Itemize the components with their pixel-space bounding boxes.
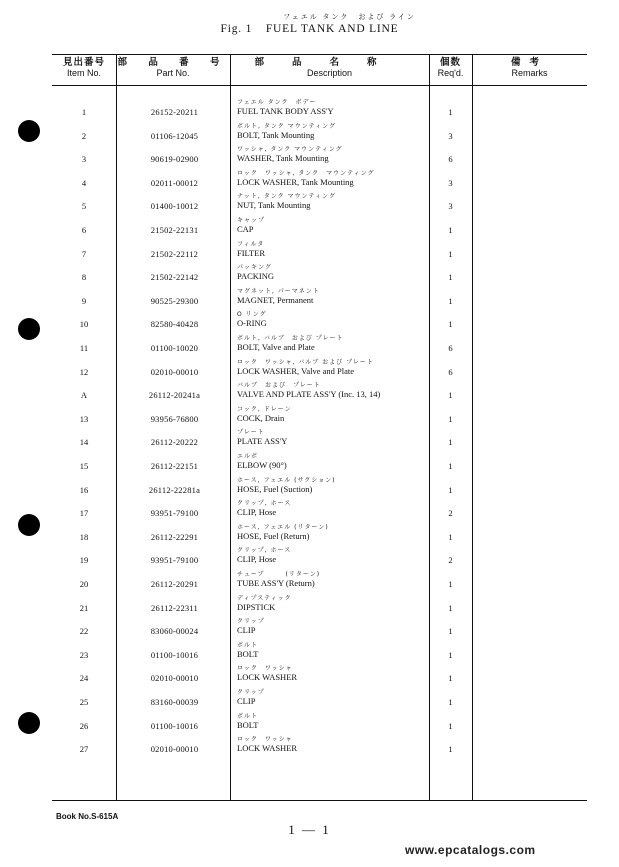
book-number: Book No.S-615A xyxy=(56,812,119,821)
quantity: 1 xyxy=(448,697,453,707)
item-number: 24 xyxy=(79,673,89,684)
item-number: 20 xyxy=(79,579,89,589)
quantity: 1 xyxy=(448,461,453,471)
table-row xyxy=(52,593,587,617)
part-number: 01400-10012 xyxy=(150,201,199,212)
description-kana: エルボ xyxy=(237,453,259,460)
part-number: 93956-76800 xyxy=(150,413,199,424)
table-row xyxy=(52,357,587,381)
header-qty: 個数 Req'd. xyxy=(437,57,464,78)
quantity: 1 xyxy=(448,319,453,330)
description: LOCK WASHER xyxy=(237,743,298,754)
quantity: 3 xyxy=(448,201,453,212)
description: COCK, Drain xyxy=(237,412,285,423)
item-number: 15 xyxy=(79,461,89,471)
item-number: 23 xyxy=(79,649,89,660)
description-kana: クリップ xyxy=(237,618,265,626)
table-row xyxy=(52,522,587,546)
figure-number: Fig. 1 xyxy=(220,23,253,35)
quantity: 1 xyxy=(448,248,453,259)
description-kana: バルブ および プレート xyxy=(237,382,321,390)
table-row xyxy=(52,239,587,263)
quantity: 1 xyxy=(448,673,453,684)
table-row xyxy=(52,404,587,428)
quantity: 1 xyxy=(448,579,453,589)
description-kana: ボルト, タンク マウンティング xyxy=(237,122,337,130)
table-row xyxy=(52,144,587,168)
description: LOCK WASHER, Tank Mounting xyxy=(237,176,354,187)
table-row xyxy=(52,687,587,711)
description-kana: ナット, タンク マウンティング xyxy=(237,193,336,201)
part-number: 26112-22291 xyxy=(150,531,199,542)
quantity: 1 xyxy=(448,626,453,637)
description: LOCK WASHER xyxy=(237,672,298,683)
item-number: 16 xyxy=(79,484,89,495)
description-kana: パッキング xyxy=(237,264,272,272)
description: FUEL TANK BODY ASS'Y xyxy=(237,106,334,116)
description: O-RING xyxy=(237,318,267,329)
table-row xyxy=(52,569,587,593)
table-row xyxy=(52,215,587,239)
part-number: 26112-20241a xyxy=(148,390,201,401)
description-kana: クリップ xyxy=(237,689,265,696)
table-row xyxy=(52,309,587,333)
description-kana: キャップ xyxy=(237,217,266,224)
description-kana: クリップ, ホース xyxy=(237,547,292,555)
quantity: 1 xyxy=(448,437,453,448)
description: CLIP, Hose xyxy=(237,507,277,518)
item-number: 10 xyxy=(79,319,89,330)
table-row xyxy=(52,498,587,522)
item-number: 22 xyxy=(79,626,89,637)
figure-title: FUEL TANK AND LINE xyxy=(265,23,399,35)
table-row xyxy=(52,191,587,215)
item-number: 19 xyxy=(79,555,89,566)
header-item-no: 見出番号 Item No. xyxy=(62,57,105,78)
quantity: 1 xyxy=(448,720,453,731)
table-row xyxy=(52,427,587,451)
part-number: 26112-20222 xyxy=(150,437,199,448)
part-number: 21502-22142 xyxy=(150,272,199,283)
item-number: 9 xyxy=(81,295,87,306)
table-row xyxy=(52,286,587,310)
table-row xyxy=(52,545,587,569)
item-number: 12 xyxy=(79,366,89,377)
quantity: 1 xyxy=(448,413,453,424)
description-kana: コック, ドレーン xyxy=(237,405,292,413)
item-number: 5 xyxy=(81,201,87,212)
quantity: 1 xyxy=(448,531,453,542)
item-number: 18 xyxy=(79,531,89,542)
description: HOSE, Fuel (Return) xyxy=(237,530,310,541)
table-header-rule xyxy=(52,85,587,86)
description-kana: プレート xyxy=(237,429,265,437)
part-number: 26112-22311 xyxy=(151,602,198,613)
header-remarks: 備考 Remarks xyxy=(510,57,548,78)
description: MAGNET, Permanent xyxy=(237,294,314,305)
table-row xyxy=(52,97,587,121)
description-kana: クリップ, ホース xyxy=(237,500,292,508)
header-description: 部品名称 Description xyxy=(254,57,405,78)
header-part-no: 部 品 番 号 Part No. xyxy=(117,57,229,78)
binder-hole xyxy=(18,514,40,536)
quantity: 1 xyxy=(448,602,453,613)
part-number: 26112-22281a xyxy=(148,484,201,495)
description-kana: フィルタ xyxy=(237,240,265,248)
quantity: 2 xyxy=(448,508,453,519)
quantity: 3 xyxy=(448,177,453,188)
binder-hole xyxy=(18,318,40,340)
part-number: 26112-22151 xyxy=(150,461,199,471)
table-row xyxy=(52,333,587,357)
item-number: 17 xyxy=(79,508,89,519)
description-kana: ロック ワッシャ, バルブ および プレート xyxy=(237,358,374,366)
quantity: 1 xyxy=(448,484,453,495)
watermark: www.epcatalogs.com xyxy=(405,843,536,857)
table-row xyxy=(52,616,587,640)
table-row xyxy=(52,262,587,286)
table-row xyxy=(52,380,587,404)
item-number: 11 xyxy=(79,343,89,353)
quantity: 6 xyxy=(448,343,453,353)
quantity: 6 xyxy=(448,366,453,377)
table-row xyxy=(52,734,587,758)
part-number: 01100-10020 xyxy=(150,343,199,353)
item-number: 8 xyxy=(81,272,87,283)
item-number: 25 xyxy=(79,697,89,707)
description-kana: ディプスティック xyxy=(237,594,292,602)
description: CLIP, Hose xyxy=(237,554,277,565)
description-kana: ボルト xyxy=(237,712,259,720)
page-number: 1 — 1 xyxy=(288,822,331,837)
description-kana: ロック ワッシャ xyxy=(237,736,293,744)
description: NUT, Tank Mounting xyxy=(237,200,311,211)
description-kana: マグネット, パーマネント xyxy=(237,287,320,295)
item-number: 27 xyxy=(79,744,89,755)
part-number: 02011-00012 xyxy=(150,177,199,188)
item-number: 1 xyxy=(81,107,87,117)
description: BOLT, Valve and Plate xyxy=(237,342,315,352)
description: PLATE ASS'Y xyxy=(237,436,288,447)
item-number: 2 xyxy=(81,130,87,141)
description: WASHER, Tank Mounting xyxy=(237,153,329,164)
description-kana: ボルト, バルブ および プレート xyxy=(237,335,344,342)
description: DIPSTICK xyxy=(237,601,276,612)
table-row xyxy=(52,475,587,499)
part-number: 83060-00024 xyxy=(150,626,199,637)
quantity: 6 xyxy=(448,154,453,165)
quantity: 1 xyxy=(448,744,453,755)
description: FILTER xyxy=(237,247,266,258)
description: CAP xyxy=(237,224,254,234)
quantity: 2 xyxy=(448,555,453,566)
item-number: 21 xyxy=(79,602,89,613)
description: ELBOW (90°) xyxy=(237,460,287,470)
part-number: 26112-20291 xyxy=(150,579,199,589)
quantity: 1 xyxy=(448,649,453,660)
part-number: 01100-10016 xyxy=(150,720,199,731)
description: TUBE ASS'Y (Return) xyxy=(237,578,315,588)
part-number: 21502-22112 xyxy=(150,248,199,259)
table-row xyxy=(52,640,587,664)
table-bottom-rule xyxy=(52,800,587,801)
title-kana: フェエル タンク および ライン xyxy=(283,13,416,21)
description: BOLT xyxy=(237,719,259,730)
description: BOLT xyxy=(237,648,259,659)
binder-hole xyxy=(18,712,40,734)
part-number: 01106-12045 xyxy=(150,130,199,141)
item-number: 6 xyxy=(81,225,87,235)
description-kana: O リング xyxy=(237,311,267,319)
quantity: 1 xyxy=(448,295,453,306)
part-number: 82580-40428 xyxy=(150,319,199,330)
item-number: 13 xyxy=(79,413,89,424)
table-top-rule xyxy=(52,54,587,55)
part-number: 93951-79100 xyxy=(150,508,199,519)
item-number: 7 xyxy=(81,248,87,259)
description: VALVE AND PLATE ASS'Y (Inc. 13, 14) xyxy=(237,389,381,400)
description-kana: フェエル タンク ボデー xyxy=(237,99,317,106)
table-row xyxy=(52,168,587,192)
description-kana: ロック ワッシャ xyxy=(237,665,293,673)
table-row xyxy=(52,711,587,735)
quantity: 3 xyxy=(448,130,453,141)
description: PACKING xyxy=(237,271,275,282)
description-kana: ボルト xyxy=(237,641,259,649)
quantity: 1 xyxy=(448,272,453,283)
part-number: 90525-29300 xyxy=(150,295,199,306)
item-number: A xyxy=(80,390,88,401)
part-number: 02010-00010 xyxy=(150,673,199,684)
part-number: 21502-22131 xyxy=(150,225,199,235)
part-number: 02010-00010 xyxy=(150,366,199,377)
table-row xyxy=(52,451,587,475)
part-number: 90619-02900 xyxy=(150,154,199,165)
part-number: 01100-10016 xyxy=(150,649,199,660)
description-kana: ワッシャ, タンク マウンティング xyxy=(237,146,343,154)
part-number: 26152-20211 xyxy=(150,107,199,117)
quantity: 1 xyxy=(448,390,453,401)
description: CLIP xyxy=(237,696,256,706)
quantity: 1 xyxy=(448,107,453,117)
item-number: 26 xyxy=(79,720,89,731)
description-kana: ホース, フェエル (リターン) xyxy=(237,523,329,531)
page-title xyxy=(0,23,619,35)
description: HOSE, Fuel (Suction) xyxy=(237,483,313,494)
item-number: 14 xyxy=(79,437,89,448)
quantity: 1 xyxy=(448,225,453,235)
part-number: 02010-00010 xyxy=(150,744,199,755)
table-row xyxy=(52,663,587,687)
table-row xyxy=(52,121,587,145)
description: CLIP xyxy=(237,625,256,636)
part-number: 93951-79100 xyxy=(150,555,199,566)
binder-hole xyxy=(18,120,40,142)
description: BOLT, Tank Mounting xyxy=(237,129,315,140)
description-kana: ロック ワッシャ, タンク マウンティング xyxy=(237,169,375,177)
description: LOCK WASHER, Valve and Plate xyxy=(237,365,355,376)
part-number: 83160-00039 xyxy=(150,697,199,707)
description-kana: チューブ (リターン) xyxy=(237,571,321,578)
item-number: 3 xyxy=(81,154,87,165)
description-kana: ホース, フェエル (サクション) xyxy=(237,476,336,484)
item-number: 4 xyxy=(81,177,87,188)
